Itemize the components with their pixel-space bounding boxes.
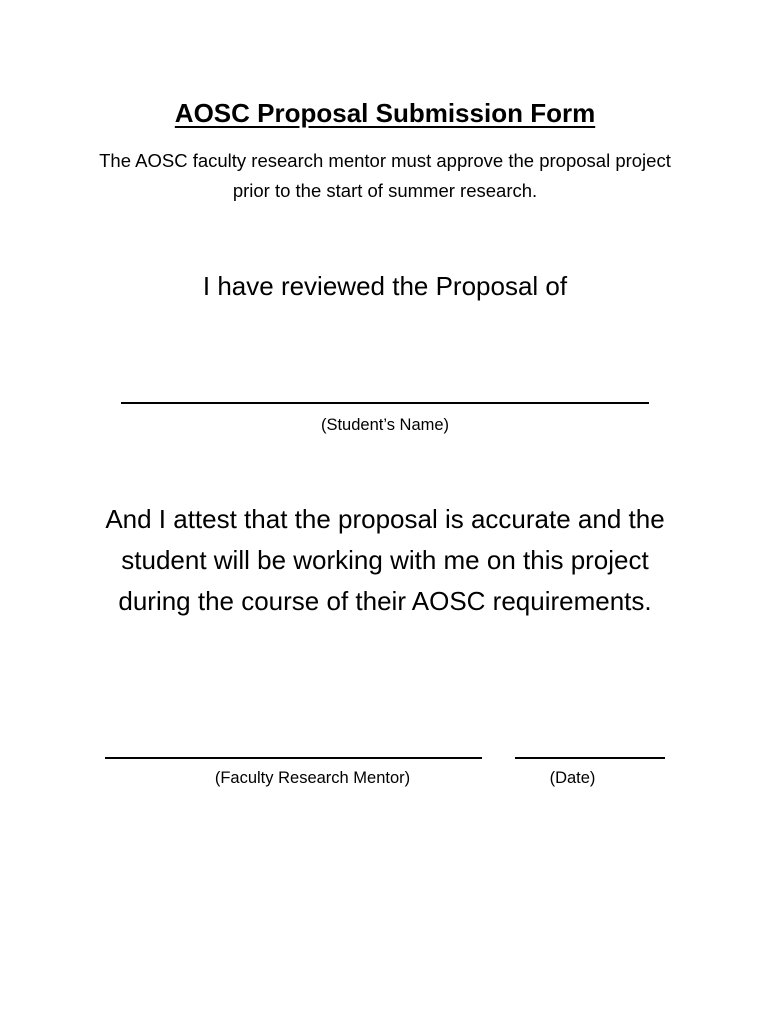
intro-text: The AOSC faculty research mentor must approve the proposal project prior to the start of summer research. (99, 150, 671, 201)
mentor-caption: (Faculty Research Mentor) (214, 769, 411, 787)
student-name-caption: (Student’s Name) (320, 416, 450, 434)
attestation-text: And I attest that the proposal is accurate and the student will be working with me on this project during the course of their AOSC requirements. (105, 504, 665, 616)
reviewed-statement: I have reviewed the Proposal of (202, 271, 568, 301)
student-name-line[interactable] (121, 402, 649, 404)
mentor-signature-line[interactable] (105, 757, 482, 759)
date-caption: (Date) (549, 769, 596, 787)
form-title: AOSC Proposal Submission Form (174, 98, 596, 128)
date-line[interactable] (515, 757, 665, 759)
